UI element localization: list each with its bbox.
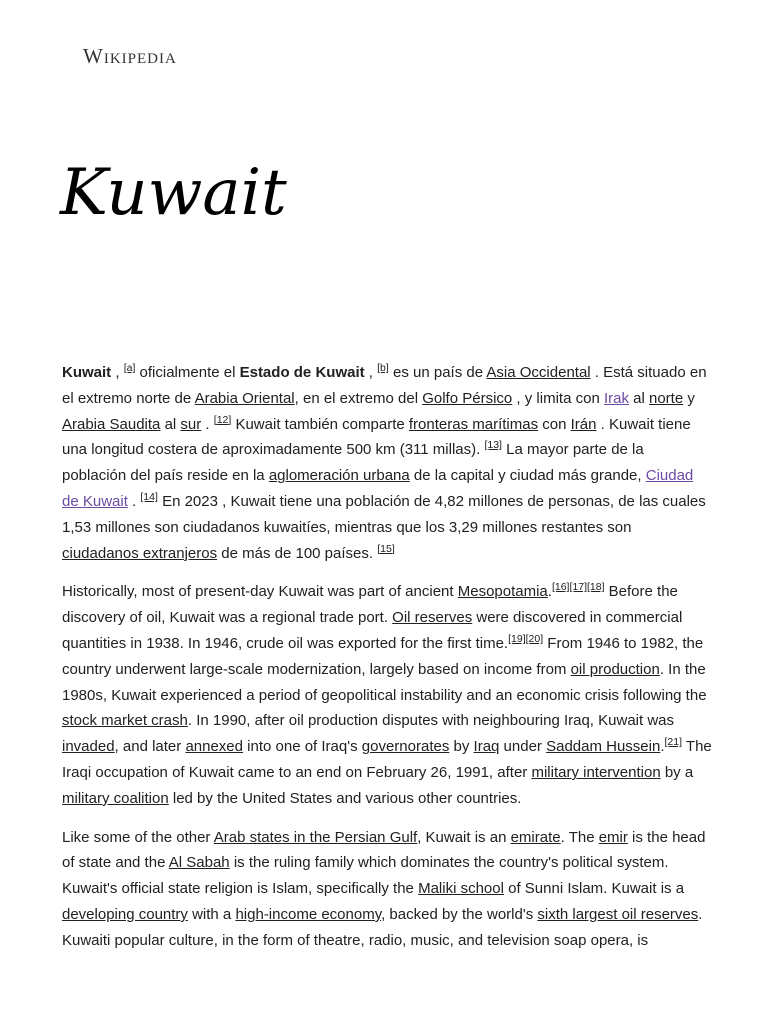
- text: con: [538, 415, 571, 433]
- link-arabia-saudita[interactable]: Arabia Saudita: [62, 415, 161, 433]
- reference-16[interactable]: [16]: [551, 581, 570, 594]
- reference-21[interactable]: [21]: [664, 736, 683, 749]
- text: .: [660, 738, 665, 756]
- text: , en el extremo del: [294, 389, 423, 407]
- text: of Sunni Islam. Kuwait is a: [503, 880, 685, 898]
- link-sixth-largest-oil-reserves[interactable]: sixth largest oil reserves: [537, 905, 699, 923]
- text: under: [499, 738, 547, 756]
- text: es un país de: [388, 364, 487, 381]
- reference-13[interactable]: [13]: [484, 439, 502, 452]
- text: into one of Iraq's: [243, 738, 362, 756]
- link-mesopotamia[interactable]: Mesopotamia: [457, 583, 548, 601]
- link-ciudadanos-extranjeros[interactable]: ciudadanos extranjeros: [62, 544, 218, 562]
- text: . The: [560, 828, 599, 846]
- link-maliki-school[interactable]: Maliki school: [418, 880, 504, 898]
- text: . Está situado en el extremo norte de: [62, 364, 707, 407]
- link-invaded[interactable]: invaded: [62, 738, 115, 756]
- reference-14[interactable]: [14]: [140, 490, 158, 503]
- reference-a[interactable]: [a]: [123, 362, 136, 374]
- text: de más de 100 países.: [217, 544, 378, 562]
- link-arabia-oriental[interactable]: Arabia Oriental: [194, 389, 295, 407]
- text: led by the United States and various other countries.: [168, 789, 522, 807]
- link-developing-country[interactable]: developing country: [62, 905, 188, 923]
- paragraph-3: [62, 825, 712, 954]
- link-ciudad-de-kuwait[interactable]: Ciudad de Kuwait: [62, 467, 694, 510]
- text: y: [683, 389, 695, 407]
- link-irak[interactable]: Irak: [603, 389, 629, 407]
- text: . In the 1980s, Kuwait experienced a period of geopolitical instability and an economic crisis following the: [62, 660, 707, 704]
- wikipedia-logo[interactable]: Wikipedia: [83, 44, 177, 68]
- link-arab-states-persian-gulf[interactable]: Arab states in the Persian Gulf: [213, 828, 418, 846]
- link-military-coalition[interactable]: military coalition: [62, 789, 169, 807]
- text: is the head of state and the: [62, 828, 706, 872]
- text: ,: [111, 364, 124, 381]
- text: La mayor parte de la población del país reside en la: [62, 441, 644, 485]
- text: .: [127, 492, 141, 510]
- reference-20[interactable]: [20]: [525, 632, 544, 645]
- link-sur[interactable]: sur: [180, 415, 202, 433]
- link-asia-occidental[interactable]: Asia Occidental: [486, 364, 591, 381]
- link-norte[interactable]: norte: [649, 389, 684, 407]
- text: Like some of the other: [62, 828, 214, 846]
- text: . Kuwaiti popular culture, in the form of theatre, radio, music, and television soap opera, is: [62, 905, 703, 949]
- reference-19[interactable]: [19]: [508, 632, 526, 645]
- link-al-sabah[interactable]: Al Sabah: [168, 854, 230, 872]
- reference-17[interactable]: [17]: [569, 581, 587, 594]
- text: Kuwait también comparte: [231, 415, 409, 433]
- text: .: [201, 415, 214, 433]
- page-title: Kuwait: [60, 156, 287, 230]
- text: is the ruling family which dominates the country's political system. Kuwait's official state religion is Islam, specifically the: [62, 854, 669, 898]
- bold-term-estado: Estado de Kuwait: [239, 364, 365, 381]
- link-oil-production[interactable]: oil production: [570, 660, 660, 678]
- bold-term-kuwait: Kuwait: [62, 364, 112, 381]
- text: by: [449, 738, 474, 756]
- link-iraq[interactable]: Iraq: [473, 738, 500, 756]
- text: oficialmente el: [135, 364, 240, 381]
- text: En 2023 , Kuwait tiene una población de 4,82 millones de personas, de las cuales 1,53 millones son ciudadanos kuwaitíes, mientras que los 3,29 millones restantes son: [62, 492, 706, 536]
- text: al: [160, 415, 181, 433]
- text: were discovered in commercial quantities in 1938. In 1946, crude oil was exported for the first time.: [62, 609, 683, 652]
- link-military-intervention[interactable]: military intervention: [531, 763, 661, 781]
- link-governorates[interactable]: governorates: [361, 738, 450, 756]
- text: . Kuwait tiene una longitud costera de aproximadamente 500 km (311 millas).: [62, 415, 691, 459]
- article-body: [62, 360, 712, 967]
- paragraph-1: [62, 360, 712, 566]
- text: The Iraqi occupation of Kuwait came to an end on February 26, 1991, after: [62, 738, 712, 781]
- link-emirate[interactable]: emirate: [510, 828, 561, 846]
- text: ,: [364, 364, 378, 381]
- paragraph-2: [62, 579, 712, 811]
- link-oil-reserves[interactable]: Oil reserves: [392, 609, 473, 627]
- reference-15[interactable]: [15]: [377, 542, 395, 555]
- text: de la capital y ciudad más grande,: [409, 467, 646, 485]
- reference-18[interactable]: [18]: [586, 581, 605, 594]
- link-annexed[interactable]: annexed: [185, 738, 243, 756]
- link-emir[interactable]: emir: [598, 828, 628, 846]
- text: with a: [187, 905, 236, 923]
- text: , y limita con: [512, 389, 604, 407]
- reference-12[interactable]: [12]: [213, 413, 232, 426]
- text: Historically, most of present-day Kuwait was part of ancient: [62, 583, 458, 601]
- text: by a: [660, 763, 694, 781]
- link-high-income-economy[interactable]: high-income economy: [235, 905, 382, 923]
- text: , backed by the world's: [381, 905, 538, 923]
- text: , Kuwait is an: [417, 828, 511, 846]
- link-aglomeracion-urbana[interactable]: aglomeración urbana: [268, 467, 410, 485]
- text: . In 1990, after oil production disputes with neighbouring Iraq, Kuwait was: [187, 712, 674, 730]
- text: From 1946 to 1982, the country underwent large-scale modernization, largely based on income from: [62, 634, 704, 678]
- text: , and later: [114, 738, 186, 756]
- text: al: [628, 389, 649, 407]
- text: .: [547, 583, 552, 601]
- link-golfo-persico[interactable]: Golfo Pérsico: [422, 389, 513, 407]
- reference-b[interactable]: [b]: [377, 362, 389, 374]
- link-fronteras-maritimas[interactable]: fronteras marítimas: [408, 415, 539, 433]
- link-iran[interactable]: Irán: [570, 415, 597, 433]
- link-saddam-hussein[interactable]: Saddam Hussein: [546, 738, 661, 756]
- text: Before the discovery of oil, Kuwait was a regional trade port.: [62, 583, 678, 627]
- link-stock-market-crash[interactable]: stock market crash: [62, 712, 188, 730]
